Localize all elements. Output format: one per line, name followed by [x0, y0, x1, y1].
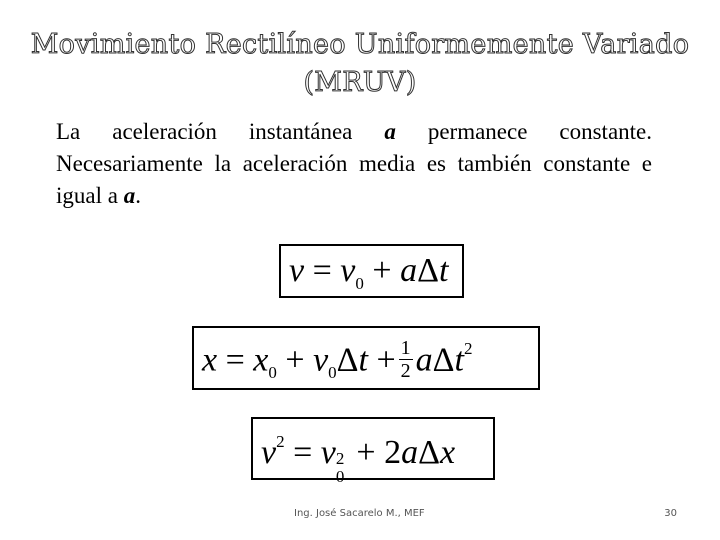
- footer-author: Ing. José Sacarelo M., MEF: [294, 508, 425, 519]
- velocity-squared-equation: $v^2 = v$ 2 0 + 2aΔx: [261, 432, 456, 486]
- velocity-equation: $v = v_0 + a\Delta t$: [289, 252, 449, 293]
- accel-symbol: a: [384, 119, 396, 144]
- accel-symbol: a: [123, 183, 136, 208]
- position-equation: $x = x_0 + v_0\Delta t$ + $\frac{1}{2}$ aΔt$^2$: [202, 337, 473, 383]
- slide-title-line1: Movimiento Rectilíneo Uniformemente Variado: [30, 29, 690, 60]
- page-number: 30: [664, 508, 677, 519]
- one-half-fraction: $\frac{1}{2}$: [400, 337, 411, 382]
- text-middle: permanece constante. Necesariamente la aceleración media es también constante e igual a: [56, 119, 652, 208]
- velocity-squared-equation-box: [251, 417, 495, 486]
- slide-title-line2: (MRUV): [303, 67, 417, 98]
- text-end: .: [135, 183, 141, 208]
- body-paragraph: [56, 116, 652, 212]
- text-before: La aceleración instantánea: [56, 119, 385, 144]
- position-equation-box: [192, 326, 540, 390]
- velocity-equation-box: [279, 244, 464, 298]
- slide-title: [0, 26, 720, 102]
